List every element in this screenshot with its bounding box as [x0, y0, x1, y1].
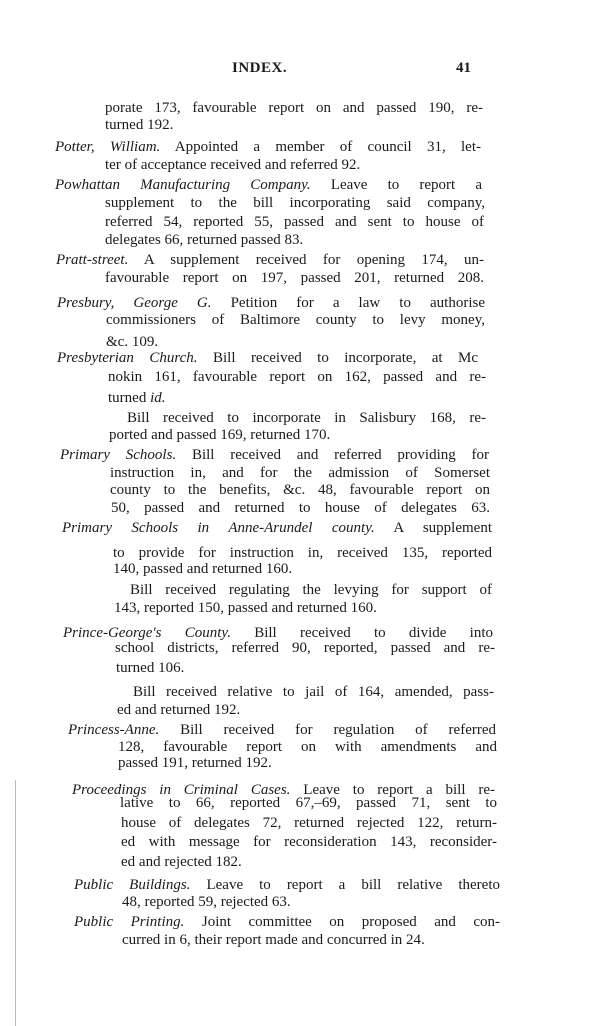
entry-line: instruction in, and for the admission of Somerset: [110, 465, 490, 481]
entry-text: Appointed a member of council 31, let-: [174, 139, 481, 155]
entry-line: 48, reported 59, rejected 63.: [122, 894, 291, 910]
entry-line: Bill received relative to jail of 164, amended, pass-: [133, 684, 494, 700]
entry-text: Leave to report a bill relative thereto: [206, 877, 500, 893]
entry-line: [108, 389, 166, 407]
index-entry-primary-schools-anne-arundel: [62, 519, 492, 537]
entry-heading: Pratt-street.: [56, 252, 129, 268]
index-entry-presbury: [57, 294, 485, 312]
entry-heading: Primary Schools.: [60, 447, 177, 463]
entry-line: turned 106.: [116, 660, 185, 676]
entry-line: 143, reported 150, passed and returned 160.: [114, 600, 377, 616]
entry-text: Petition for a law to authorise: [230, 295, 485, 311]
entry-line: delegates 66, returned passed 83.: [105, 232, 304, 248]
entry-line: turned 192.: [105, 117, 174, 133]
entry-line: curred in 6, their report made and concurred in 24.: [122, 932, 425, 948]
entry-text: A supplement received for opening 174, un-: [143, 252, 484, 268]
entry-text: A supplement: [393, 520, 492, 536]
entry-text: Bill received to divide into: [254, 625, 493, 641]
entry-heading: Public Printing.: [74, 914, 185, 930]
index-entry-potter: [55, 138, 481, 156]
index-entry-princess-anne: [68, 721, 496, 739]
entry-line: 50, passed and returned to house of delegates 63.: [111, 500, 490, 516]
entry-text: Joint committee on proposed and con-: [201, 914, 500, 930]
entry-line: referred 54, reported 55, passed and sent to house of: [105, 214, 484, 230]
entry-text-italic: id.: [150, 390, 166, 406]
entry-line: school districts, referred 90, reported, passed and re-: [115, 640, 495, 656]
entry-text: Bill received for regulation of referred: [180, 722, 496, 738]
index-entry-primary-schools: [60, 446, 489, 464]
entry-line: 140, passed and returned 160.: [113, 561, 293, 577]
page-number: 41: [456, 60, 471, 76]
entry-line: passed 191, returned 192.: [118, 755, 272, 771]
entry-line: ed and returned 192.: [117, 702, 241, 718]
entry-line: nokin 161, favourable report on 162, passed and re-: [108, 369, 486, 385]
entry-line: ed with message for reconsideration 143, reconsider-: [121, 834, 497, 850]
index-entry-presbyterian-church: [57, 349, 478, 367]
entry-text: Bill received and referred providing for: [191, 447, 489, 463]
entry-line: Bill received regulating the levying for support of: [130, 582, 492, 598]
entry-heading: Prince-George's County.: [63, 625, 231, 641]
entry-heading: Primary Schools in Anne-Arundel county.: [62, 520, 375, 536]
entry-text: Leave to report a bill re-: [303, 782, 495, 798]
running-header: INDEX.: [232, 60, 288, 76]
entry-text: Bill received to incorporate, at Mc: [213, 350, 479, 366]
entry-line: lative to 66, reported 67,–69, passed 71, sent to: [120, 795, 497, 811]
entry-text: turned: [108, 390, 147, 406]
entry-line: ported and passed 169, returned 170.: [109, 427, 331, 443]
scan-edge-line: [15, 780, 16, 1026]
entry-heading: Presbyterian Church.: [57, 350, 198, 366]
entry-text: Leave to report a: [330, 177, 483, 193]
entry-line: Bill received to incorporate in Salisbury 168, re-: [127, 410, 486, 426]
entry-heading: Princess-Anne.: [68, 722, 160, 738]
entry-line: county to the benefits, &c. 48, favourable report on: [110, 482, 490, 498]
entry-line: to provide for instruction in, received 135, reported: [113, 545, 492, 561]
entry-line: supplement to the bill incorporating said company,: [105, 195, 485, 211]
entry-heading: Potter, William.: [55, 139, 161, 155]
index-entry-public-buildings: [74, 876, 500, 894]
entry-line: ed and rejected 182.: [121, 854, 242, 870]
entry-heading: Powhattan Manufacturing Company.: [55, 177, 311, 193]
entry-heading: Public Buildings.: [74, 877, 191, 893]
entry-line: ter of acceptance received and referred 92.: [105, 157, 361, 173]
entry-line: commissioners of Baltimore county to levy money,: [106, 312, 485, 328]
index-entry-powhattan: [55, 176, 482, 194]
entry-line: favourable report on 197, passed 201, returned 208.: [105, 270, 484, 286]
index-entry-pratt-street: [56, 251, 484, 269]
entry-line: house of delegates 72, returned rejected 122, return-: [121, 815, 497, 831]
entry-heading: Presbury, George G.: [57, 295, 212, 311]
entry-line: 128, favourable report on with amendments and: [118, 739, 497, 755]
index-entry-public-printing: [74, 913, 500, 931]
entry-heading: Proceedings in Criminal Cases.: [72, 782, 291, 798]
entry-line: &c. 109.: [106, 334, 159, 350]
entry-line: porate 173, favourable report on and passed 190, re-: [105, 100, 483, 116]
